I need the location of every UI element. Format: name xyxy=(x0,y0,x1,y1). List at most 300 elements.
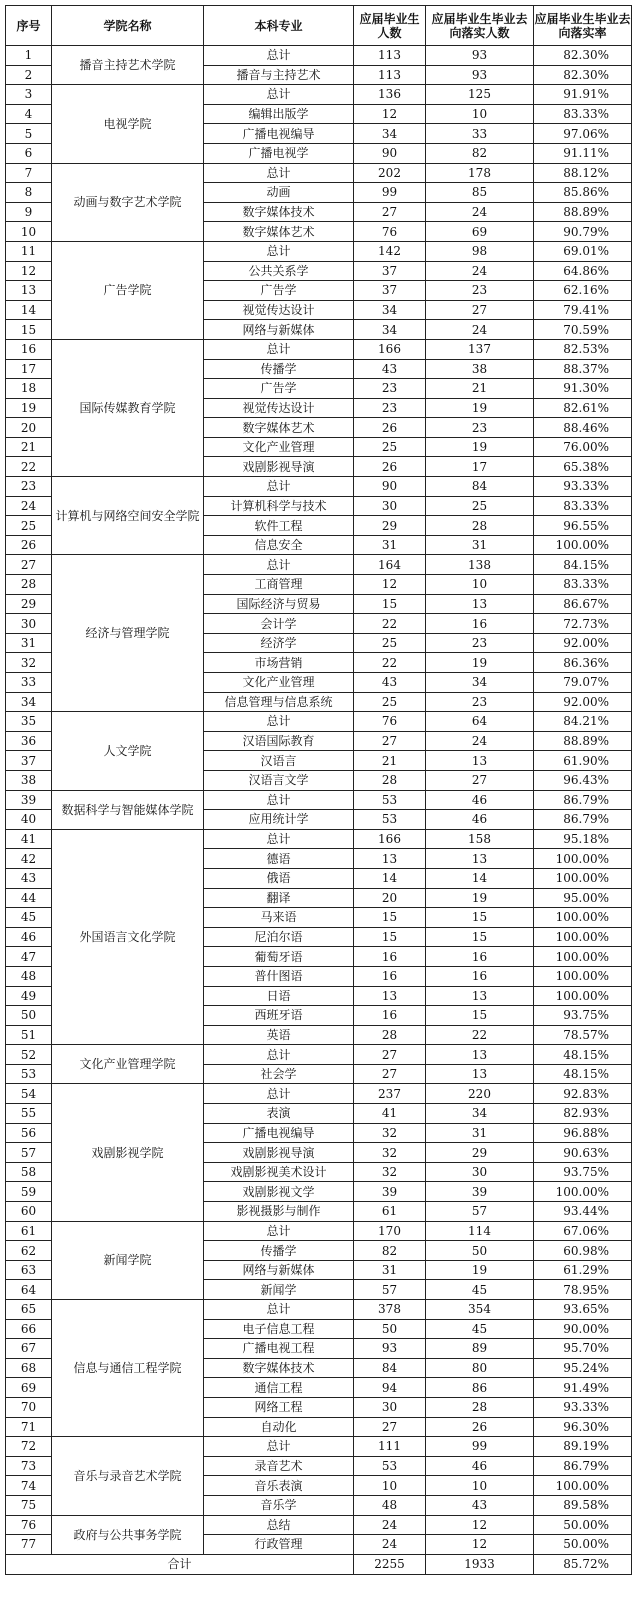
major-name: 影视摄影与制作 xyxy=(204,1202,354,1222)
major-name: 网络工程 xyxy=(204,1397,354,1417)
placed-count: 19 xyxy=(426,398,534,418)
row-seq: 37 xyxy=(6,751,52,771)
major-name: 尼泊尔语 xyxy=(204,927,354,947)
total-placed: 1933 xyxy=(426,1554,534,1574)
major-name: 总计 xyxy=(204,829,354,849)
placed-count: 33 xyxy=(426,124,534,144)
row-seq: 50 xyxy=(6,1006,52,1026)
row-seq: 72 xyxy=(6,1437,52,1457)
graduates-count: 25 xyxy=(354,692,426,712)
graduates-count: 237 xyxy=(354,1084,426,1104)
placed-count: 138 xyxy=(426,555,534,575)
total-label: 合计 xyxy=(6,1554,354,1574)
row-seq: 33 xyxy=(6,673,52,693)
graduates-count: 23 xyxy=(354,398,426,418)
major-name: 应用统计学 xyxy=(204,810,354,830)
row-seq: 68 xyxy=(6,1358,52,1378)
major-name: 工商管理 xyxy=(204,575,354,595)
row-seq: 57 xyxy=(6,1143,52,1163)
placed-count: 57 xyxy=(426,1202,534,1222)
major-name: 网络与新媒体 xyxy=(204,320,354,340)
row-seq: 40 xyxy=(6,810,52,830)
graduates-count: 94 xyxy=(354,1378,426,1398)
major-name: 数字媒体技术 xyxy=(204,1358,354,1378)
placed-count: 137 xyxy=(426,339,534,359)
major-name: 汉语言 xyxy=(204,751,354,771)
major-name: 传播学 xyxy=(204,359,354,379)
graduates-count: 166 xyxy=(354,339,426,359)
major-name: 信息安全 xyxy=(204,535,354,555)
placed-count: 23 xyxy=(426,418,534,438)
graduates-count: 76 xyxy=(354,712,426,732)
placed-count: 220 xyxy=(426,1084,534,1104)
placement-rate: 86.79% xyxy=(534,790,632,810)
graduates-count: 15 xyxy=(354,908,426,928)
row-seq: 8 xyxy=(6,183,52,203)
row-seq: 9 xyxy=(6,202,52,222)
major-name: 英语 xyxy=(204,1025,354,1045)
graduates-count: 113 xyxy=(354,65,426,85)
placed-count: 21 xyxy=(426,379,534,399)
placement-rate: 64.86% xyxy=(534,261,632,281)
placed-count: 26 xyxy=(426,1417,534,1437)
placed-count: 31 xyxy=(426,1123,534,1143)
placement-rate: 96.43% xyxy=(534,770,632,790)
college-name: 广告学院 xyxy=(52,241,204,339)
placement-rate: 88.37% xyxy=(534,359,632,379)
major-name: 戏剧影视导演 xyxy=(204,457,354,477)
placement-rate: 100.00% xyxy=(534,849,632,869)
college-name: 新闻学院 xyxy=(52,1221,204,1299)
placement-rate: 86.79% xyxy=(534,810,632,830)
placement-rate: 82.93% xyxy=(534,1104,632,1124)
major-name: 通信工程 xyxy=(204,1378,354,1398)
row-seq: 51 xyxy=(6,1025,52,1045)
row-seq: 31 xyxy=(6,633,52,653)
placement-rate: 91.49% xyxy=(534,1378,632,1398)
college-name: 外国语言文化学院 xyxy=(52,829,204,1045)
placed-count: 15 xyxy=(426,1006,534,1026)
major-name: 音乐学 xyxy=(204,1495,354,1515)
major-name: 视觉传达设计 xyxy=(204,300,354,320)
header-rate: 应届毕业生毕业去向落实率 xyxy=(534,6,632,46)
placement-rate: 83.33% xyxy=(534,575,632,595)
major-name: 戏剧影视导演 xyxy=(204,1143,354,1163)
row-seq: 59 xyxy=(6,1182,52,1202)
row-seq: 16 xyxy=(6,339,52,359)
major-name: 录音艺术 xyxy=(204,1456,354,1476)
placement-rate: 50.00% xyxy=(534,1515,632,1535)
table-row xyxy=(6,46,632,66)
graduates-count: 16 xyxy=(354,947,426,967)
graduates-count: 39 xyxy=(354,1182,426,1202)
row-seq: 36 xyxy=(6,731,52,751)
major-name: 经济学 xyxy=(204,633,354,653)
placed-count: 64 xyxy=(426,712,534,732)
major-name: 软件工程 xyxy=(204,516,354,536)
row-seq: 48 xyxy=(6,966,52,986)
row-seq: 52 xyxy=(6,1045,52,1065)
placed-count: 23 xyxy=(426,281,534,301)
graduates-count: 166 xyxy=(354,829,426,849)
row-seq: 77 xyxy=(6,1535,52,1555)
major-name: 会计学 xyxy=(204,614,354,634)
graduates-count: 34 xyxy=(354,300,426,320)
placement-rate: 95.18% xyxy=(534,829,632,849)
graduates-count: 28 xyxy=(354,1025,426,1045)
table-row xyxy=(6,1300,632,1320)
graduates-count: 15 xyxy=(354,594,426,614)
placement-rate: 85.86% xyxy=(534,183,632,203)
major-name: 总计 xyxy=(204,1084,354,1104)
placed-count: 82 xyxy=(426,143,534,163)
placement-rate: 88.89% xyxy=(534,731,632,751)
graduates-count: 142 xyxy=(354,241,426,261)
major-name: 广播电视编导 xyxy=(204,124,354,144)
graduates-count: 34 xyxy=(354,320,426,340)
placed-count: 80 xyxy=(426,1358,534,1378)
placed-count: 34 xyxy=(426,1104,534,1124)
header-grads: 应届毕业生人数 xyxy=(354,6,426,46)
major-name: 总计 xyxy=(204,1300,354,1320)
placed-count: 22 xyxy=(426,1025,534,1045)
graduates-count: 13 xyxy=(354,849,426,869)
placement-rate: 93.75% xyxy=(534,1006,632,1026)
placement-rate: 86.36% xyxy=(534,653,632,673)
placed-count: 45 xyxy=(426,1280,534,1300)
row-seq: 76 xyxy=(6,1515,52,1535)
major-name: 数字媒体技术 xyxy=(204,202,354,222)
major-name: 马来语 xyxy=(204,908,354,928)
placement-rate: 61.29% xyxy=(534,1260,632,1280)
major-name: 总计 xyxy=(204,1221,354,1241)
graduates-count: 37 xyxy=(354,261,426,281)
placed-count: 19 xyxy=(426,653,534,673)
placement-rate: 100.00% xyxy=(534,1476,632,1496)
placed-count: 12 xyxy=(426,1535,534,1555)
placement-rate: 96.30% xyxy=(534,1417,632,1437)
table-row xyxy=(6,829,632,849)
placement-rate: 48.15% xyxy=(534,1064,632,1084)
placement-rate: 92.83% xyxy=(534,1084,632,1104)
row-seq: 11 xyxy=(6,241,52,261)
placement-rate: 82.30% xyxy=(534,46,632,66)
graduates-count: 34 xyxy=(354,124,426,144)
major-name: 普什图语 xyxy=(204,966,354,986)
major-name: 总计 xyxy=(204,477,354,497)
graduates-count: 16 xyxy=(354,966,426,986)
row-seq: 22 xyxy=(6,457,52,477)
major-name: 市场营销 xyxy=(204,653,354,673)
placed-count: 13 xyxy=(426,986,534,1006)
graduates-count: 111 xyxy=(354,1437,426,1457)
placement-rate: 91.11% xyxy=(534,143,632,163)
major-name: 计算机科学与技术 xyxy=(204,496,354,516)
major-name: 广播电视编导 xyxy=(204,1123,354,1143)
major-name: 文化产业管理 xyxy=(204,437,354,457)
placed-count: 10 xyxy=(426,1476,534,1496)
graduates-count: 93 xyxy=(354,1339,426,1359)
placement-rate: 96.55% xyxy=(534,516,632,536)
placement-rate: 93.75% xyxy=(534,1162,632,1182)
major-name: 广播电视工程 xyxy=(204,1339,354,1359)
placed-count: 46 xyxy=(426,790,534,810)
placed-count: 19 xyxy=(426,1260,534,1280)
graduates-count: 31 xyxy=(354,535,426,555)
placement-rate: 88.46% xyxy=(534,418,632,438)
table-row xyxy=(6,1084,632,1104)
major-name: 德语 xyxy=(204,849,354,869)
major-name: 汉语言文学 xyxy=(204,770,354,790)
major-name: 国际经济与贸易 xyxy=(204,594,354,614)
graduates-count: 25 xyxy=(354,437,426,457)
placed-count: 13 xyxy=(426,751,534,771)
placement-rate: 93.65% xyxy=(534,1300,632,1320)
major-name: 视觉传达设计 xyxy=(204,398,354,418)
placed-count: 158 xyxy=(426,829,534,849)
placed-count: 13 xyxy=(426,849,534,869)
row-seq: 18 xyxy=(6,379,52,399)
major-name: 新闻学 xyxy=(204,1280,354,1300)
college-name: 经济与管理学院 xyxy=(52,555,204,712)
placed-count: 13 xyxy=(426,1045,534,1065)
major-name: 总计 xyxy=(204,85,354,105)
placed-count: 93 xyxy=(426,46,534,66)
placement-rate: 91.30% xyxy=(534,379,632,399)
college-name: 电视学院 xyxy=(52,85,204,163)
major-name: 汉语国际教育 xyxy=(204,731,354,751)
graduates-count: 32 xyxy=(354,1162,426,1182)
graduates-count: 24 xyxy=(354,1515,426,1535)
graduates-count: 61 xyxy=(354,1202,426,1222)
major-name: 编辑出版学 xyxy=(204,104,354,124)
row-seq: 56 xyxy=(6,1123,52,1143)
placed-count: 27 xyxy=(426,770,534,790)
placed-count: 24 xyxy=(426,320,534,340)
placement-rate: 89.19% xyxy=(534,1437,632,1457)
placed-count: 13 xyxy=(426,594,534,614)
placed-count: 125 xyxy=(426,85,534,105)
major-name: 日语 xyxy=(204,986,354,1006)
major-name: 行政管理 xyxy=(204,1535,354,1555)
college-name: 文化产业管理学院 xyxy=(52,1045,204,1084)
placement-rate: 95.70% xyxy=(534,1339,632,1359)
graduates-count: 27 xyxy=(354,1064,426,1084)
graduates-count: 21 xyxy=(354,751,426,771)
major-name: 西班牙语 xyxy=(204,1006,354,1026)
placement-rate: 78.57% xyxy=(534,1025,632,1045)
row-seq: 32 xyxy=(6,653,52,673)
row-seq: 20 xyxy=(6,418,52,438)
placed-count: 86 xyxy=(426,1378,534,1398)
college-name: 播音主持艺术学院 xyxy=(52,46,204,85)
placed-count: 24 xyxy=(426,202,534,222)
graduates-count: 28 xyxy=(354,770,426,790)
row-seq: 35 xyxy=(6,712,52,732)
graduates-count: 82 xyxy=(354,1241,426,1261)
table-row xyxy=(6,1437,632,1457)
total-grads: 2255 xyxy=(354,1554,426,1574)
major-name: 电子信息工程 xyxy=(204,1319,354,1339)
row-seq: 65 xyxy=(6,1300,52,1320)
placement-rate: 88.89% xyxy=(534,202,632,222)
graduates-count: 113 xyxy=(354,46,426,66)
placed-count: 12 xyxy=(426,1515,534,1535)
row-seq: 24 xyxy=(6,496,52,516)
major-name: 戏剧影视文学 xyxy=(204,1182,354,1202)
row-seq: 39 xyxy=(6,790,52,810)
placed-count: 19 xyxy=(426,888,534,908)
placement-rate: 83.33% xyxy=(534,496,632,516)
row-seq: 29 xyxy=(6,594,52,614)
row-seq: 45 xyxy=(6,908,52,928)
table-row xyxy=(6,1221,632,1241)
row-seq: 49 xyxy=(6,986,52,1006)
placement-rate: 100.00% xyxy=(534,927,632,947)
college-name: 政府与公共事务学院 xyxy=(52,1515,204,1554)
placement-rate: 86.79% xyxy=(534,1456,632,1476)
row-seq: 26 xyxy=(6,535,52,555)
row-seq: 46 xyxy=(6,927,52,947)
row-seq: 64 xyxy=(6,1280,52,1300)
row-seq: 70 xyxy=(6,1397,52,1417)
row-seq: 44 xyxy=(6,888,52,908)
placed-count: 24 xyxy=(426,261,534,281)
major-name: 总计 xyxy=(204,1437,354,1457)
graduates-count: 170 xyxy=(354,1221,426,1241)
placement-rate: 90.00% xyxy=(534,1319,632,1339)
placed-count: 178 xyxy=(426,163,534,183)
placement-rate: 70.59% xyxy=(534,320,632,340)
graduates-count: 41 xyxy=(354,1104,426,1124)
major-name: 总计 xyxy=(204,241,354,261)
major-name: 广告学 xyxy=(204,281,354,301)
placement-rate: 100.00% xyxy=(534,535,632,555)
row-seq: 3 xyxy=(6,85,52,105)
row-seq: 15 xyxy=(6,320,52,340)
major-name: 翻译 xyxy=(204,888,354,908)
row-seq: 17 xyxy=(6,359,52,379)
row-seq: 66 xyxy=(6,1319,52,1339)
graduates-count: 22 xyxy=(354,653,426,673)
graduates-count: 32 xyxy=(354,1143,426,1163)
row-seq: 63 xyxy=(6,1260,52,1280)
table-body xyxy=(6,46,632,1555)
row-seq: 55 xyxy=(6,1104,52,1124)
major-name: 总计 xyxy=(204,712,354,732)
placed-count: 114 xyxy=(426,1221,534,1241)
placed-count: 99 xyxy=(426,1437,534,1457)
placement-rate: 92.00% xyxy=(534,633,632,653)
row-seq: 1 xyxy=(6,46,52,66)
major-name: 公共关系学 xyxy=(204,261,354,281)
major-name: 动画 xyxy=(204,183,354,203)
graduates-count: 12 xyxy=(354,104,426,124)
major-name: 葡萄牙语 xyxy=(204,947,354,967)
placement-rate: 92.00% xyxy=(534,692,632,712)
table-row xyxy=(6,241,632,261)
placement-rate: 82.61% xyxy=(534,398,632,418)
major-name: 总计 xyxy=(204,46,354,66)
row-seq: 23 xyxy=(6,477,52,497)
row-seq: 13 xyxy=(6,281,52,301)
row-seq: 60 xyxy=(6,1202,52,1222)
major-name: 总结 xyxy=(204,1515,354,1535)
graduates-count: 22 xyxy=(354,614,426,634)
graduates-count: 13 xyxy=(354,986,426,1006)
graduates-count: 53 xyxy=(354,1456,426,1476)
graduates-count: 10 xyxy=(354,1476,426,1496)
placement-rate: 67.06% xyxy=(534,1221,632,1241)
major-name: 音乐表演 xyxy=(204,1476,354,1496)
employment-table-sheet xyxy=(5,5,631,1575)
graduates-count: 27 xyxy=(354,731,426,751)
graduates-count: 14 xyxy=(354,868,426,888)
placement-rate: 82.53% xyxy=(534,339,632,359)
graduates-count: 202 xyxy=(354,163,426,183)
placement-rate: 83.33% xyxy=(534,104,632,124)
graduates-count: 20 xyxy=(354,888,426,908)
placement-rate: 90.79% xyxy=(534,222,632,242)
placement-rate: 88.12% xyxy=(534,163,632,183)
placed-count: 46 xyxy=(426,1456,534,1476)
placed-count: 17 xyxy=(426,457,534,477)
placed-count: 93 xyxy=(426,65,534,85)
placement-rate: 100.00% xyxy=(534,986,632,1006)
placement-rate: 91.91% xyxy=(534,85,632,105)
college-name: 音乐与录音艺术学院 xyxy=(52,1437,204,1515)
header-row xyxy=(6,6,632,46)
placement-rate: 76.00% xyxy=(534,437,632,457)
row-seq: 2 xyxy=(6,65,52,85)
placed-count: 28 xyxy=(426,1397,534,1417)
major-name: 播音与主持艺术 xyxy=(204,65,354,85)
placement-rate: 100.00% xyxy=(534,1182,632,1202)
graduates-count: 30 xyxy=(354,496,426,516)
major-name: 总计 xyxy=(204,339,354,359)
graduates-count: 27 xyxy=(354,1045,426,1065)
placed-count: 43 xyxy=(426,1495,534,1515)
placed-count: 45 xyxy=(426,1319,534,1339)
table-row xyxy=(6,163,632,183)
placed-count: 27 xyxy=(426,300,534,320)
graduates-count: 136 xyxy=(354,85,426,105)
placed-count: 85 xyxy=(426,183,534,203)
graduates-count: 23 xyxy=(354,379,426,399)
placed-count: 69 xyxy=(426,222,534,242)
placement-rate: 82.30% xyxy=(534,65,632,85)
placed-count: 25 xyxy=(426,496,534,516)
graduates-count: 84 xyxy=(354,1358,426,1378)
graduates-count: 53 xyxy=(354,810,426,830)
major-name: 传播学 xyxy=(204,1241,354,1261)
placement-rate: 84.15% xyxy=(534,555,632,575)
graduates-count: 37 xyxy=(354,281,426,301)
placed-count: 19 xyxy=(426,437,534,457)
college-name: 计算机与网络空间安全学院 xyxy=(52,477,204,555)
placement-rate: 78.95% xyxy=(534,1280,632,1300)
graduates-count: 27 xyxy=(354,1417,426,1437)
placement-rate: 100.00% xyxy=(534,966,632,986)
major-name: 表演 xyxy=(204,1104,354,1124)
placement-rate: 60.98% xyxy=(534,1241,632,1261)
placement-rate: 96.88% xyxy=(534,1123,632,1143)
row-seq: 28 xyxy=(6,575,52,595)
major-name: 戏剧影视美术设计 xyxy=(204,1162,354,1182)
placement-rate: 84.21% xyxy=(534,712,632,732)
row-seq: 54 xyxy=(6,1084,52,1104)
row-seq: 42 xyxy=(6,849,52,869)
